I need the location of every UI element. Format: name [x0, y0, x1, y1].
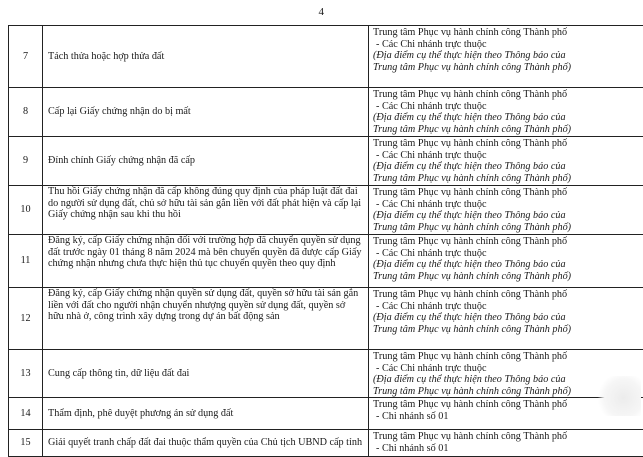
place-center: Trung tâm Phục vụ hành chính công Thành phố — [373, 289, 641, 301]
page-number: 4 — [0, 6, 643, 18]
table-row — [9, 398, 643, 430]
procedure-name: Đăng ký, cấp Giấy chứng nhận đối với trường hợp đã chuyển quyền sử dụng đất trước ngày 01 tháng 8 năm 2024 mà bên chuyển quyền đã được cấp Giấy chứng nhận nhưng chưa thực hiện thủ tục chuyển quyền theo quy định — [43, 235, 369, 288]
place-center: Trung tâm Phục vụ hành chính công Thành phố — [373, 431, 641, 443]
table-row — [9, 350, 643, 398]
place-center: Trung tâm Phục vụ hành chính công Thành phố — [373, 351, 641, 363]
implementation-place — [369, 186, 643, 235]
place-branch: - Chi nhánh số 01 — [373, 411, 641, 423]
table-row — [9, 186, 643, 235]
row-number: 8 — [9, 88, 43, 137]
place-branch: - Các Chi nhánh trực thuộc — [373, 199, 641, 211]
table-row — [9, 430, 643, 457]
procedure-name: Thu hồi Giấy chứng nhận đã cấp không đúng quy định của pháp luật đất đai do người sử dụng đất, chủ sở hữu tài sản gắn liền với đất phát hiện và cấp lại Giấy chứng nhận sau khi thu hồi — [43, 186, 369, 235]
row-number: 11 — [9, 235, 43, 288]
place-branch: - Các Chi nhánh trực thuộc — [373, 363, 641, 375]
implementation-place — [369, 26, 643, 88]
procedure-name: Đăng ký, cấp Giấy chứng nhận quyền sử dụng đất, quyền sở hữu tài sản gắn liền với đất cho người nhận chuyển nhượng quyền sử dụng đất, quyền sở hữu nhà ở, công trình xây dựng trong dự án bất động sản — [43, 288, 369, 350]
place-note: Trung tâm Phục vụ hành chính công Thành phố) — [373, 271, 641, 283]
place-branch: - Các Chi nhánh trực thuộc — [373, 301, 641, 313]
implementation-place — [369, 137, 643, 186]
place-note: Trung tâm Phục vụ hành chính công Thành phố) — [373, 324, 641, 336]
implementation-place — [369, 88, 643, 137]
place-center: Trung tâm Phục vụ hành chính công Thành phố — [373, 399, 641, 411]
place-note: (Địa điểm cụ thể thực hiện theo Thông báo của — [373, 50, 641, 62]
implementation-place — [369, 235, 643, 288]
row-number: 9 — [9, 137, 43, 186]
place-note: Trung tâm Phục vụ hành chính công Thành phố) — [373, 386, 641, 398]
place-note: Trung tâm Phục vụ hành chính công Thành phố) — [373, 124, 641, 136]
row-number: 15 — [9, 430, 43, 457]
procedure-name: Cung cấp thông tin, dữ liệu đất đai — [43, 350, 369, 398]
place-note: Trung tâm Phục vụ hành chính công Thành phố) — [373, 222, 641, 234]
place-note: Trung tâm Phục vụ hành chính công Thành phố) — [373, 173, 641, 185]
implementation-place — [369, 430, 643, 457]
place-center: Trung tâm Phục vụ hành chính công Thành phố — [373, 138, 641, 150]
row-number: 7 — [9, 26, 43, 88]
place-note: (Địa điểm cụ thể thực hiện theo Thông báo của — [373, 161, 641, 173]
place-note: (Địa điểm cụ thể thực hiện theo Thông báo của — [373, 112, 641, 124]
table-row — [9, 26, 643, 88]
implementation-place — [369, 288, 643, 350]
procedure-name: Giải quyết tranh chấp đất đai thuộc thẩm quyền của Chủ tịch UBND cấp tỉnh — [43, 430, 369, 457]
place-center: Trung tâm Phục vụ hành chính công Thành phố — [373, 187, 641, 199]
row-number: 12 — [9, 288, 43, 350]
place-note: Trung tâm Phục vụ hành chính công Thành phố) — [373, 62, 641, 74]
place-center: Trung tâm Phục vụ hành chính công Thành phố — [373, 236, 641, 248]
place-note: (Địa điểm cụ thể thực hiện theo Thông báo của — [373, 210, 641, 222]
place-note: (Địa điểm cụ thể thực hiện theo Thông báo của — [373, 374, 641, 386]
row-number: 13 — [9, 350, 43, 398]
place-center: Trung tâm Phục vụ hành chính công Thành phố — [373, 27, 641, 39]
place-note: (Địa điểm cụ thể thực hiện theo Thông báo của — [373, 312, 641, 324]
procedure-name: Cấp lại Giấy chứng nhận do bị mất — [43, 88, 369, 137]
table-row — [9, 288, 643, 350]
table-row — [9, 235, 643, 288]
row-number: 14 — [9, 398, 43, 430]
procedure-name: Tách thửa hoặc hợp thửa đất — [43, 26, 369, 88]
place-branch: - Các Chi nhánh trực thuộc — [373, 150, 641, 162]
place-branch: - Các Chi nhánh trực thuộc — [373, 39, 641, 51]
procedures-table — [8, 25, 643, 457]
place-center: Trung tâm Phục vụ hành chính công Thành phố — [373, 89, 641, 101]
row-number: 10 — [9, 186, 43, 235]
table-row — [9, 88, 643, 137]
place-branch: - Chi nhánh số 01 — [373, 443, 641, 455]
place-note: (Địa điểm cụ thể thực hiện theo Thông báo của — [373, 259, 641, 271]
place-branch: - Các Chi nhánh trực thuộc — [373, 101, 641, 113]
scan-watermark-icon — [597, 376, 641, 416]
place-branch: - Các Chi nhánh trực thuộc — [373, 248, 641, 260]
table-row — [9, 137, 643, 186]
procedure-name: Đính chính Giấy chứng nhận đã cấp — [43, 137, 369, 186]
procedure-name: Thẩm định, phê duyệt phương án sử dụng đất — [43, 398, 369, 430]
